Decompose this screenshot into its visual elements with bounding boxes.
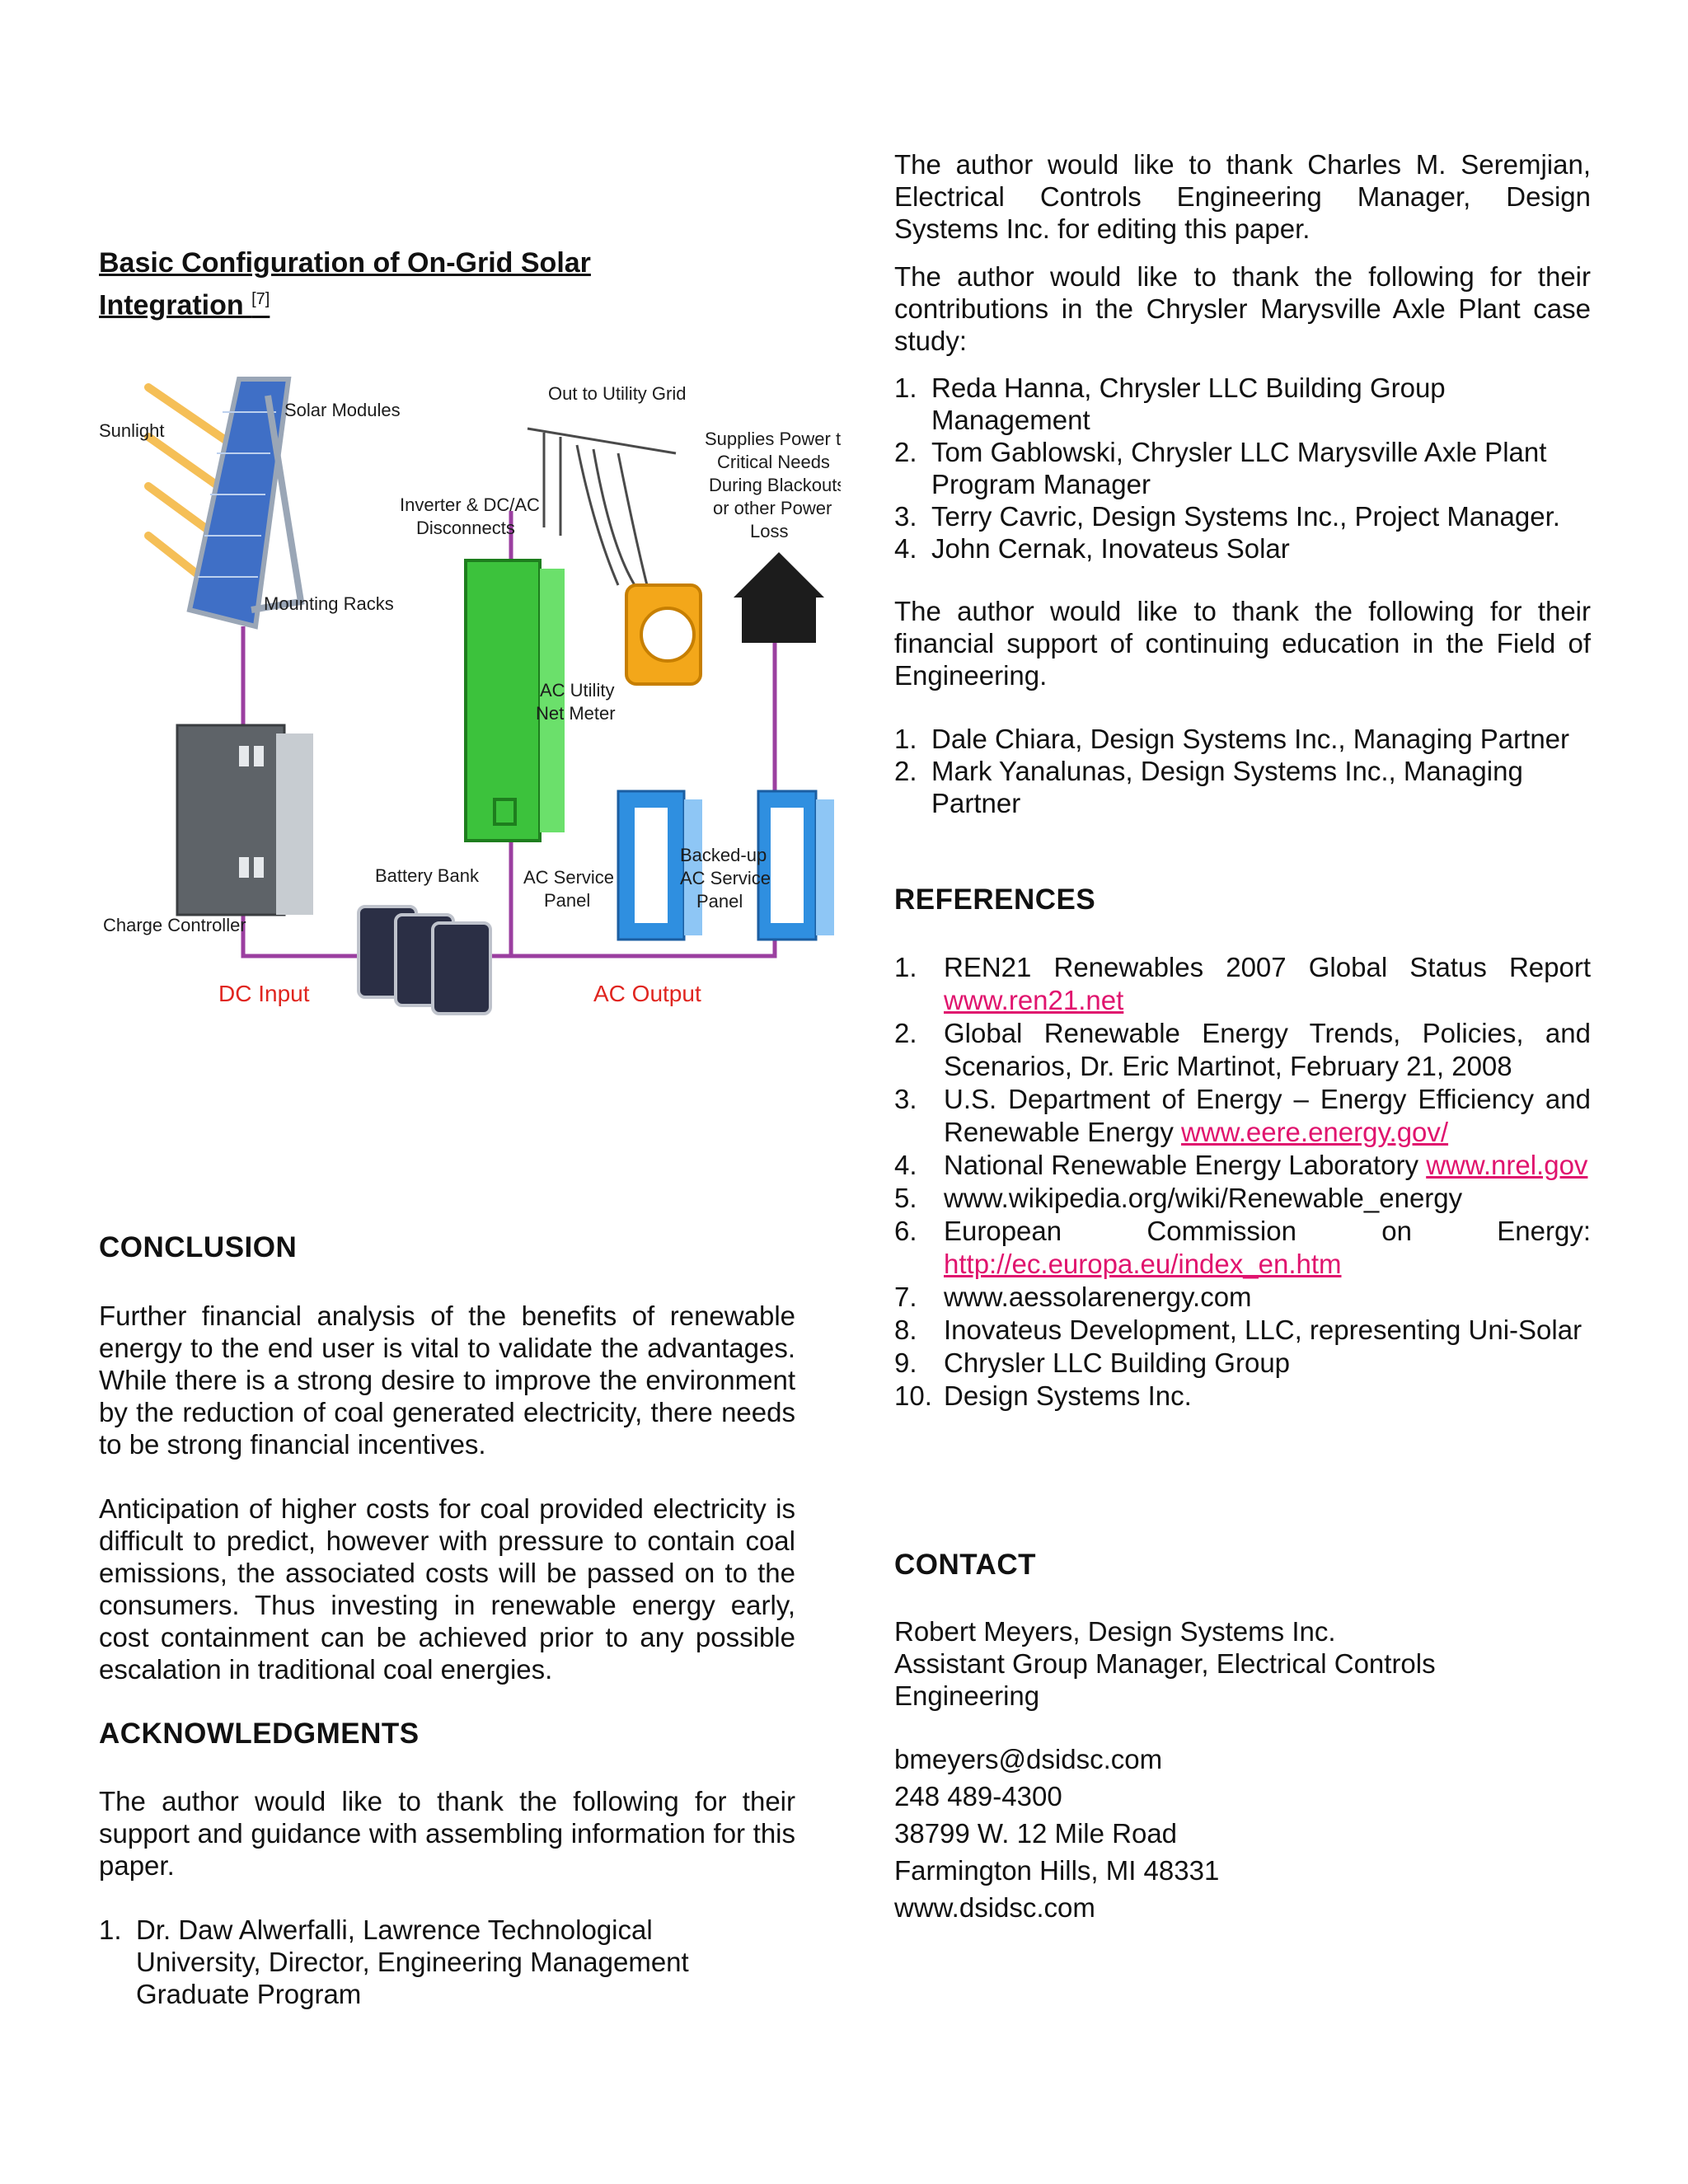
editing-thanks-paragraph: The author would like to thank Charles M. Seremjian, Electrical Controls Engineering Manager, Design Systems Inc. for editing this paper. <box>894 149 1591 244</box>
references-list <box>894 951 1591 1413</box>
reference-link[interactable]: www.nrel.gov <box>1426 1150 1588 1180</box>
references-heading: REFERENCES <box>894 883 1096 916</box>
reference-item: 6. European Commission on Energy: http://ec.europa.eu/index_en.htm <box>894 1216 1591 1279</box>
figure-title-ref: [7] <box>251 290 270 308</box>
reference-item: 9. Chrysler LLC Building Group <box>894 1347 1291 1378</box>
label-battery-bank: Battery Bank <box>375 865 479 886</box>
list-item: 2. Tom Gablowski, Chrysler LLC Marysville Axle Plant Program Manager <box>894 437 1547 499</box>
contact-title-2: Engineering <box>894 1680 1040 1711</box>
contact-website[interactable]: www.dsidsc.com <box>894 1892 1095 1923</box>
label-meter-1: AC Utility <box>540 680 615 701</box>
list-item: 1. Dale Chiara, Design Systems Inc., Managing Partner <box>894 724 1570 754</box>
figure-title-line1: Basic Configuration of On-Grid Solar <box>99 247 591 279</box>
battery-bank <box>359 907 490 1014</box>
list-item: 1. Dr. Daw Alwerfalli, Lawrence Technological University, Director, Engineering Management Graduate Program <box>99 1915 689 2009</box>
reference-link[interactable]: www.eere.energy.gov/ <box>1181 1117 1449 1147</box>
reference-item: 8. Inovateus Development, LLC, representing Uni-Solar <box>894 1315 1582 1345</box>
reference-item: 10. Design Systems Inc. <box>894 1380 1192 1411</box>
acknowledgments-heading: ACKNOWLEDGMENTS <box>99 1718 420 1750</box>
backed-up-ac-service-panel <box>758 791 834 940</box>
contact-address-1: 38799 W. 12 Mile Road <box>894 1818 1178 1849</box>
label-charge-controller: Charge Controller <box>103 915 246 935</box>
label-mounting-racks: Mounting Racks <box>264 593 394 614</box>
label-ac-service-1: AC Service <box>523 867 615 888</box>
label-solar-modules: Solar Modules <box>284 400 401 420</box>
reference-item: 1. REN21 Renewables 2007 Global Status Report www.ren21.net <box>894 952 1591 1015</box>
charge-controller <box>177 725 313 915</box>
acknowledgments-intro: The author would like to thank the following for their support and guidance with assembling information for this paper. <box>99 1786 795 1881</box>
contact-details <box>894 1741 1219 1926</box>
label-ac-output: AC Output <box>593 981 701 1006</box>
conclusion-paragraph-2: Anticipation of higher costs for coal provided electricity is difficult to predict, however with pressure to contain coal emissions, the associated costs will be passed on to the consumers. Thus investing in renewable energy early, cost containment can be achieved prior to any possible escalation in traditional coal energies. <box>99 1493 795 1685</box>
label-dc-input: DC Input <box>218 981 310 1006</box>
net-meter <box>626 585 701 684</box>
label-supplies-1: Supplies Power to <box>705 429 841 449</box>
list-item: 3. Terry Cavric, Design Systems Inc., Project Manager. <box>894 501 1560 532</box>
label-backed-1: Backed-up <box>680 845 767 865</box>
reference-link[interactable]: www.ren21.net <box>944 985 1124 1015</box>
case-study-thanks-paragraph: The author would like to thank the following for their contributions in the Chrysler Marysville Axle Plant case study: <box>894 261 1591 356</box>
inverter <box>466 560 565 841</box>
acknowledgments-list-3 <box>894 723 1578 819</box>
label-supplies-2: Critical Needs <box>717 452 830 472</box>
contact-name: Robert Meyers, Design Systems Inc. <box>894 1616 1336 1647</box>
label-backed-3: Panel <box>696 891 743 912</box>
contact-block <box>894 1615 1436 1712</box>
reference-item: 3. U.S. Department of Energy – Energy Efficiency and Renewable Energy www.eere.energy.gov/ <box>894 1084 1591 1147</box>
reference-item: 2. Global Renewable Energy Trends, Policies, and Scenarios, Dr. Eric Martinot, February 21, 2008 <box>894 1018 1591 1081</box>
financial-thanks-paragraph: The author would like to thank the following for their financial support of continuing education in the Field of Engineering. <box>894 596 1591 691</box>
label-supplies-3: During Blackouts <box>709 475 841 495</box>
label-sunlight: Sunlight <box>99 420 165 441</box>
conclusion-paragraph-1: Further financial analysis of the benefits of renewable energy to the end user is vital to validate the advantages. While there is a strong desire to improve the environment by the reduction of coal generated electricity, there needs to be strong financial incentives. <box>99 1301 795 1460</box>
utility-pole <box>528 429 676 585</box>
acknowledgments-list-2 <box>894 372 1578 565</box>
contact-title-1: Assistant Group Manager, Electrical Controls <box>894 1648 1436 1679</box>
label-supplies-4: or other Power <box>713 498 832 518</box>
figure-title-line2: Integration <box>99 289 252 321</box>
ac-service-panel <box>618 791 702 940</box>
label-inverter-2: Disconnects <box>416 518 515 538</box>
label-supplies-5: Loss <box>750 521 789 541</box>
label-backed-2: AC Service <box>680 868 771 888</box>
contact-address-2: Farmington Hills, MI 48331 <box>894 1855 1220 1886</box>
list-item: 4. John Cernak, Inovateus Solar <box>894 533 1290 564</box>
solar-configuration-diagram <box>99 363 841 1038</box>
contact-heading: CONTACT <box>894 1549 1036 1581</box>
list-item: 2. Mark Yanalunas, Design Systems Inc., Managing Partner <box>894 756 1523 818</box>
label-ac-service-2: Panel <box>544 890 591 911</box>
conclusion-heading: CONCLUSION <box>99 1231 298 1263</box>
reference-item: 7. www.aessolarenergy.com <box>894 1282 1252 1312</box>
figure-title <box>99 245 591 323</box>
label-meter-2: Net Meter <box>536 703 616 724</box>
label-out-to-grid: Out to Utility Grid <box>548 383 687 404</box>
house-icon <box>734 552 824 643</box>
label-inverter-1: Inverter & DC/AC <box>400 494 540 515</box>
list-item: 1. Reda Hanna, Chrysler LLC Building Group Management <box>894 373 1446 435</box>
reference-link[interactable]: http://ec.europa.eu/index_en.htm <box>944 1249 1342 1279</box>
reference-item: 4. National Renewable Energy Laboratory www.nrel.gov <box>894 1150 1588 1180</box>
contact-email[interactable]: bmeyers@dsidsc.com <box>894 1744 1163 1774</box>
reference-item: 5. www.wikipedia.org/wiki/Renewable_energy <box>894 1183 1463 1213</box>
contact-phone: 248 489-4300 <box>894 1781 1062 1811</box>
acknowledgments-list-1 <box>99 1914 725 2010</box>
